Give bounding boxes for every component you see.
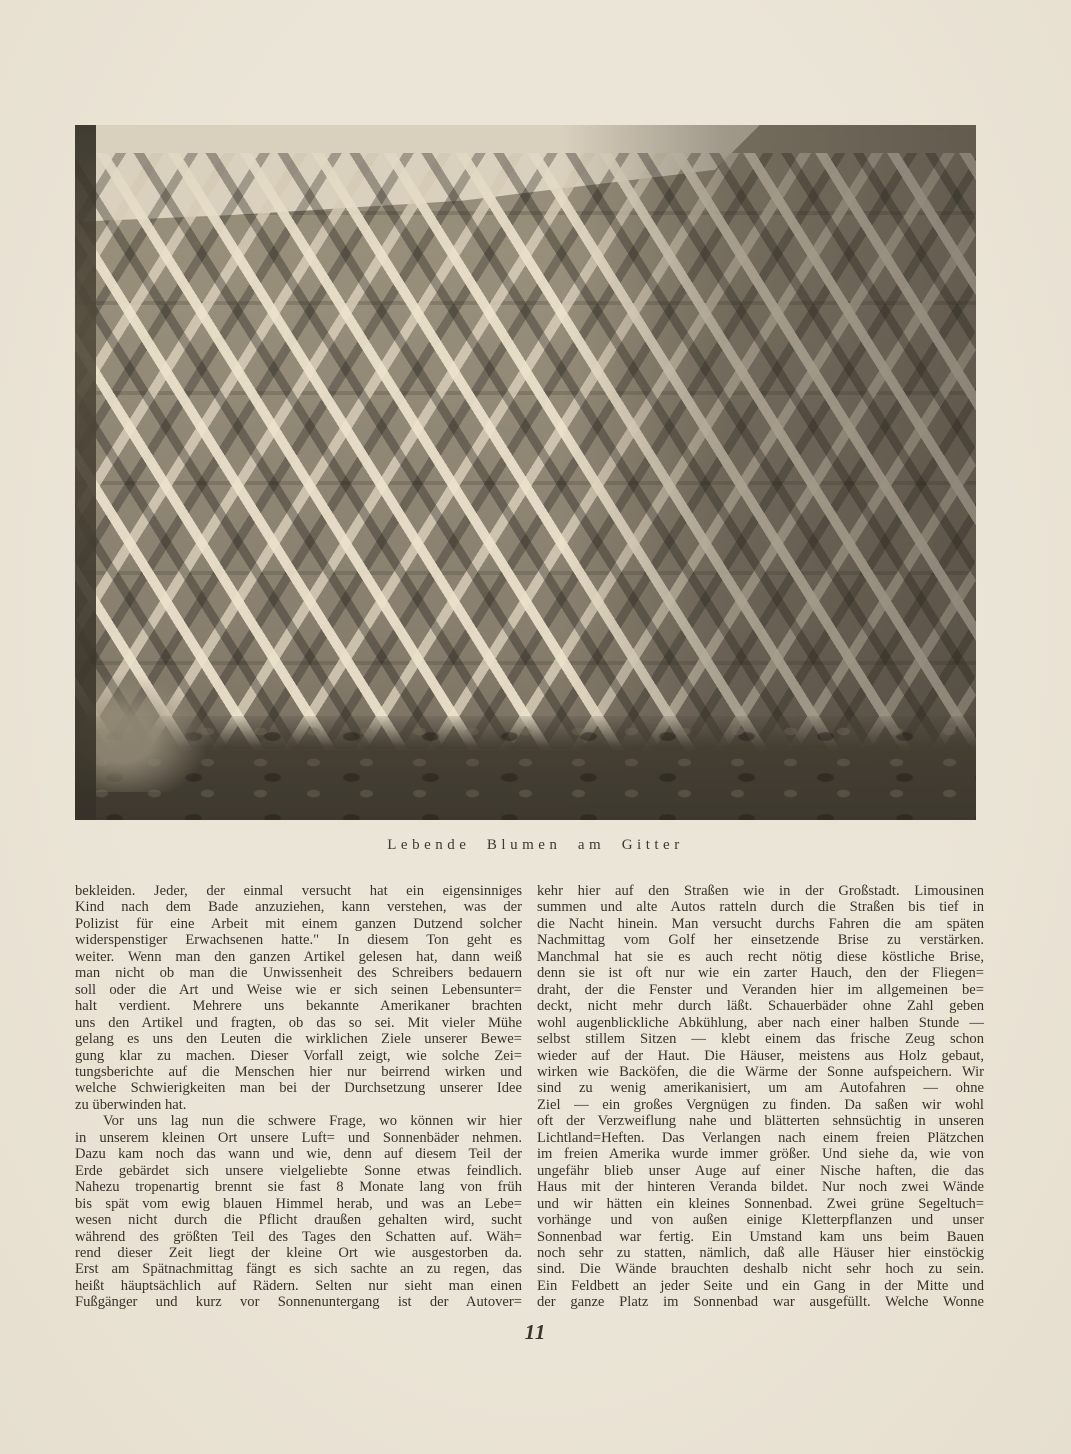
text-line: Nahezu tropenartig brennt sie fast 8 Monate lang von früh — [75, 1179, 522, 1196]
paragraph — [75, 883, 522, 1113]
text-line: Polizist für eine Arbeit mit einem ganzen Dutzend solcher — [75, 915, 522, 932]
text-line: summen und alte Autos ratteln durch die Straßen bis tief in — [537, 899, 984, 916]
photo-fence-post — [75, 125, 96, 820]
text-line: bekleiden. Jeder, der einmal versucht hat ein eigensinniges — [75, 883, 522, 899]
text-line: uns den Artikel und fragten, ob das so sei. Mit vieler Mühe — [75, 1014, 522, 1031]
text-line: Manchmal hat sie es auch recht nötig diese köstliche Brise, — [537, 948, 984, 965]
text-line: wieder auf der Haut. Die Häuser, meistens aus Holz gebaut, — [537, 1047, 984, 1064]
text-line: wohl augenblickliche Abkühlung, aber nach einer halben Stunde — — [537, 1014, 984, 1031]
text-line: bis spät vom ewig blauen Himmel herab, und was an Lebe= — [75, 1195, 522, 1212]
text-line: gelang es uns den Leuten die wirklichen Ziele unserer Bewe= — [75, 1031, 522, 1048]
text-line: sind. Die Wände brauchten deshalb nicht sehr hoch zu sein. — [537, 1261, 984, 1278]
text-line: draht, der die Fenster und Veranden hier im allgemeinen be= — [537, 981, 984, 998]
text-line: weiter. Wenn man den ganzen Artikel gelesen hat, dann weiß — [75, 948, 522, 965]
text-column-left — [75, 883, 522, 1311]
text-line: Dazu kam noch das wann und wie, denn auf diesem Teil der — [75, 1146, 522, 1163]
text-line: vorhänge und von außen einige Kletterpflanzen und unser — [537, 1212, 984, 1229]
text-line: wesen nicht durch die Pflicht draußen gehalten wird, sucht — [75, 1212, 522, 1229]
text-line: oft der Verzweiflung nahe und blätterten sehnsüchtig in unseren — [537, 1113, 984, 1130]
text-line: Erst am Spätnachmittag fängt es sich sachte an zu regen, das — [75, 1261, 522, 1278]
text-line: Vor uns lag nun die schwere Frage, wo können wir hier — [103, 1113, 522, 1130]
text-line: Sonnenbad war fertig. Ein Umstand kam uns beim Bauen — [537, 1228, 984, 1245]
text-line: tungsberichte auf die Menschen hier nur beirrend wirken und — [75, 1063, 522, 1080]
text-line: wirken wie Backöfen, die die Wärme der Sonne aufspeichern. Wir — [537, 1063, 984, 1080]
text-line: Lichtland=Heften. Das Verlangen nach einem freien Plätzchen — [537, 1129, 984, 1146]
text-line: denn sie ist oft nur wie ein zarter Hauch, den der Fliegen= — [537, 965, 984, 982]
text-line: sind zu wenig amerikanisiert, um am Autofahren — ohne — [537, 1080, 984, 1097]
text-line: die Nacht hinein. Man versucht durchs Fahren die am späten — [537, 915, 984, 932]
text-line: halt verdient. Mehrere uns bekannte Amerikaner brachten — [75, 998, 522, 1015]
text-line: heißt häuptsächlich auf Rädern. Selten nur sieht man einen — [75, 1277, 522, 1294]
text-line: Kind nach dem Bade anzuziehen, kann verstehen, was der — [75, 899, 522, 916]
text-line: Erde gebärdet sich unsere vielgeliebte Sonne etwas feindlich. — [75, 1162, 522, 1179]
text-line: zu überwinden hat. — [75, 1096, 187, 1113]
text-line: in unserem kleinen Ort unsere Luft= und Sonnenbäder nehmen. — [75, 1129, 522, 1146]
photo-caption: Lebende Blumen am Gitter — [387, 837, 684, 853]
text-line: noch sehr zu statten, nämlich, daß alle Häuser hier einstöckig — [537, 1244, 984, 1261]
text-line: kehr hier auf den Straßen wie in der Großstadt. Limousinen — [537, 883, 984, 899]
paragraph — [537, 883, 984, 1311]
text-line: gung klar zu machen. Dieser Vorfall zeigt, wie solche Zei= — [75, 1047, 522, 1064]
text-line: ungefähr blieb unser Auge auf einer Nische haften, die das — [537, 1162, 984, 1179]
text-line: rend dieser Zeit liegt der kleine Ort wie ausgestorben da. — [75, 1244, 522, 1261]
page-number: 11 — [524, 1320, 547, 1344]
text-line: während des größten Teil des Tages den Schatten auf. Wäh= — [75, 1228, 522, 1245]
text-line: soll oder die Art und Weise wie er sich seinen Lebensunter= — [75, 981, 522, 998]
photo-ground-region — [75, 716, 976, 820]
text-line: man nicht ob man die Unwissenheit des Schreibers bedauern — [75, 965, 522, 982]
text-line: Nachmittag vom Golf her einsetzende Brise zu verstärken. — [537, 932, 984, 949]
text-line: Ein Feldbett an jeder Seite und ein Gang in der Mitte und — [537, 1277, 984, 1294]
text-line: Ziel — ein großes Vergnügen zu finden. Da saßen wir wohl — [537, 1096, 984, 1113]
text-line: welche Schwierigkeiten man bei der Durchsetzung unserer Idee — [75, 1080, 522, 1097]
text-line: deckt, nicht mehr durch läßt. Schauerbäder ohne Zahl geben — [537, 998, 984, 1015]
text-line: widerspenstiger Erwachsenen hatte." In diesem Ton geht es — [75, 932, 522, 949]
text-line: der ganze Platz im Sonnenbad war ausgefüllt. Welche Wonne — [537, 1294, 984, 1311]
text-column-right — [537, 883, 984, 1311]
paragraph — [75, 1113, 522, 1310]
photo-lebende-blumen — [75, 125, 976, 820]
text-line: selbst stillem Sitzen — klebt einem das frische Zeug schon — [537, 1031, 984, 1048]
text-line: und wir hätten ein kleines Sonnenbad. Zwei grüne Segeltuch= — [537, 1195, 984, 1212]
text-line: im freien Amerika wurde immer größer. Und siehe da, wie von — [537, 1146, 984, 1163]
text-line: Haus mit der hinteren Veranda bildet. Nur noch zwei Wände — [537, 1179, 984, 1196]
text-line: Fußgänger und kurz vor Sonnenuntergang ist der Autover= — [75, 1294, 522, 1311]
